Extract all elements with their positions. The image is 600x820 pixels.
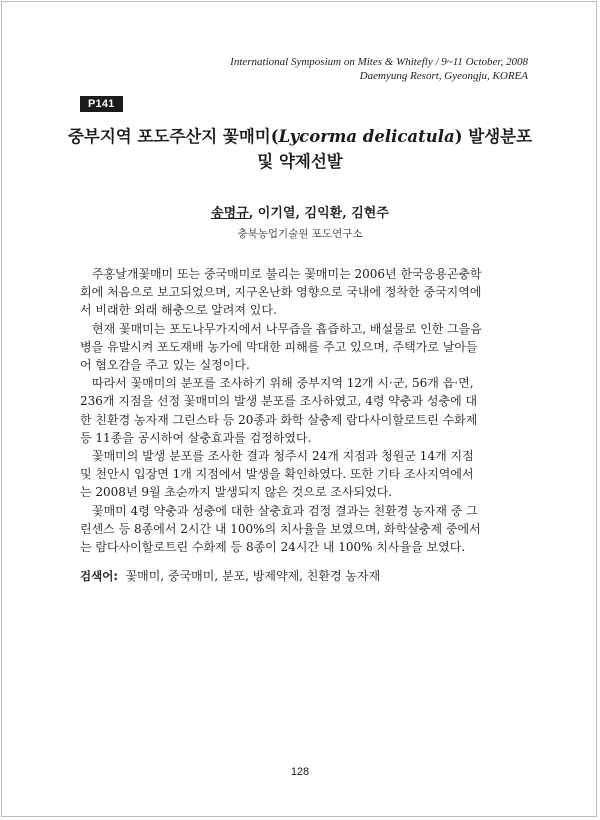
abstract-line: 린센스 등 8종에서 2시간 내 100%의 치사율을 보였으며, 화학살충제 중에서 (80, 521, 481, 536)
abstract-line: 꽃매미 4령 약충과 성충에 대한 살충효과 검정 결과는 친환경 농자재 중 그 (92, 503, 478, 518)
conference-header-line2: Daemyung Resort, Gyeongju, KOREA (359, 70, 528, 82)
poster-id-badge: P141 (80, 96, 123, 112)
conference-header (230, 55, 528, 83)
abstract-line: 주홍날개꽃매미 또는 중국매미로 불리는 꽃매미는 2006년 한국응용곤충학 (92, 267, 482, 281)
paper-title (60, 124, 540, 174)
abstract-body (80, 265, 525, 556)
abstract-line: 등 11종을 공시하여 살충효과를 검정하였다. (80, 430, 312, 445)
abstract-line: 한 친환경 농자재 그린스타 등 20종과 화학 살충제 람다사이할로트린 수화제 (80, 412, 478, 427)
conference-header-line1: International Symposium on Mites & Whitefly / 9~11 October, 2008 (230, 56, 528, 68)
abstract-line: 따라서 꽃매미의 분포를 조사하기 위해 중부지역 12개 시·군, 56개 읍·면, (92, 376, 474, 391)
first-author: 송명규 (211, 206, 249, 221)
title-part1: 중부지역 포도주산지 꽃매미( (67, 127, 279, 146)
keywords-label: 검색어: (80, 569, 118, 583)
abstract-line: 회에 처음으로 보고되었으며, 지구온난화 영향으로 국내에 정착한 중국지역에 (80, 285, 482, 300)
keywords (80, 567, 380, 584)
affiliation: 충북농업기술원 포도연구소 (237, 228, 363, 240)
keywords-text: 꽃매미, 중국매미, 분포, 방제약제, 친환경 농자재 (125, 569, 381, 583)
page-number: 128 (290, 766, 310, 778)
abstract-line: 어 혐오감을 주고 있는 실정이다. (80, 358, 250, 373)
abstract-line: 및 천안시 입장면 1개 지점에서 발생을 확인하였다. 또한 기타 조사지역에서 (80, 467, 474, 482)
abstract-line: 꽃매미의 발생 분포를 조사한 결과 청주시 24개 지점과 청원군 14개 지점 (92, 449, 474, 464)
abstract-line: 는 2008년 9월 초순까지 발생되지 않은 것으로 조사되었다. (80, 485, 393, 500)
abstract-line: 서 비래한 외래 해충으로 알려져 있다. (80, 303, 277, 318)
title-part2: ) 발생분포 및 약제선발 (257, 127, 533, 171)
abstract-line: 236개 지점을 선정 꽃매미의 발생 분포를 조사하였고, 4령 약충과 성충에 대 (80, 394, 478, 409)
co-authors: , 이기열, 김익환, 김현주 (248, 206, 389, 221)
abstract-line: 병을 유발시켜 포도재배 농가에 막대한 피해를 주고 있으며, 주택가로 날아들 (80, 339, 478, 354)
author-list (0, 202, 600, 221)
species-name: Lycorma delicatula (278, 127, 455, 146)
abstract-line: 현재 꽃매미는 포도나무가지에서 나무즙을 흡즙하고, 배설물로 인한 그을음 (92, 321, 482, 336)
abstract-line: 는 람다사이할로트린 수화제 등 8종이 24시간 내 100% 치사율을 보였다. (80, 540, 466, 555)
